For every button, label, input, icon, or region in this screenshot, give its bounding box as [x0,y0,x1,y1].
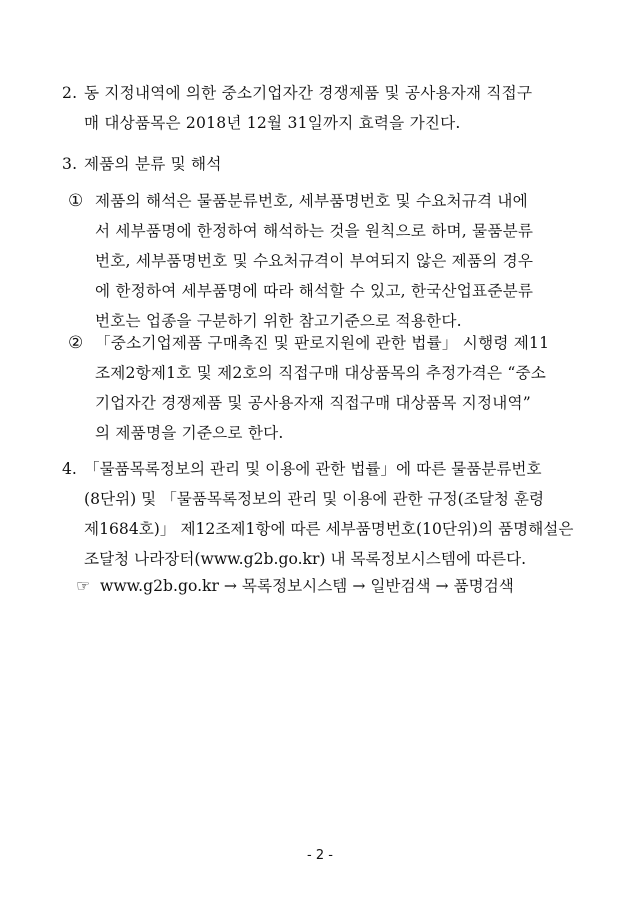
page-number: - 2 - [307,848,333,863]
section-4-line: 제1684호)」 제12조제1항에 따른 세부품명번호(10단위)의 품명해설은 [84,520,574,538]
item-line: 번호는 업종을 구분하기 위한 참고기준으로 적용한다. [95,312,462,330]
section-2-line: 매 대상품목은 2018년 12월 31일까지 효력을 가진다. [84,114,461,132]
section-2-number: 2. [62,84,78,102]
pointing-hand-icon: ☞ [76,577,90,595]
item-line: 조제2항제1호 및 제2호의 직접구매 대상품목의 추정가격은 “중소 [95,364,547,382]
item-1-text [95,186,533,336]
section-4-line: 조달청 나라장터(www.g2b.go.kr) 내 목록정보시스템에 따른다. [84,550,527,568]
circled-one-marker: ① [68,191,84,211]
circled-two-marker: ② [68,333,84,353]
section-4-line: 「물품목록정보의 관리 및 이용에 관한 법률」에 따른 물품분류번호 [84,460,542,478]
section-4-text [84,454,573,574]
section-2-text [84,78,532,138]
item-line: 「중소기업제품 구매촉진 및 판로지원에 관한 법률」 시행령 제11 [95,334,550,352]
item-line: 의 제품명을 기준으로 한다. [95,424,284,442]
item-line: 에 한정하여 세부품명에 따라 해석할 수 있고, 한국산업표준분류 [95,282,534,300]
section-4-number: 4. [62,460,77,478]
item-line: 서 세부품명에 한정하여 해석하는 것을 원칙으로 하며, 물품분류 [95,222,534,240]
section-4-line: (8단위) 및 「물품목록정보의 관리 및 이용에 관한 규정(조달청 훈령 [84,490,545,508]
section-3-number: 3. [62,155,78,173]
section-2-line: 동 지정내역에 의한 중소기업자간 경쟁제품 및 공사용자재 직접구 [84,84,533,102]
section-3-title: 제품의 분류 및 해석 [84,155,222,173]
item-line: 번호, 세부품명번호 및 수요처규격이 부여되지 않은 제품의 경우 [95,252,534,270]
item-line: 기업자간 경쟁제품 및 공사용자재 직접구매 대상품목 지정내역” [95,394,531,412]
item-line: 제품의 해석은 물품분류번호, 세부품명번호 및 수요처규격 내에 [95,192,528,210]
reference-path [76,571,514,601]
reference-path-text: www.g2b.go.kr → 목록정보시스템 → 일반검색 → 품명검색 [99,577,514,595]
item-2-text [95,328,549,448]
